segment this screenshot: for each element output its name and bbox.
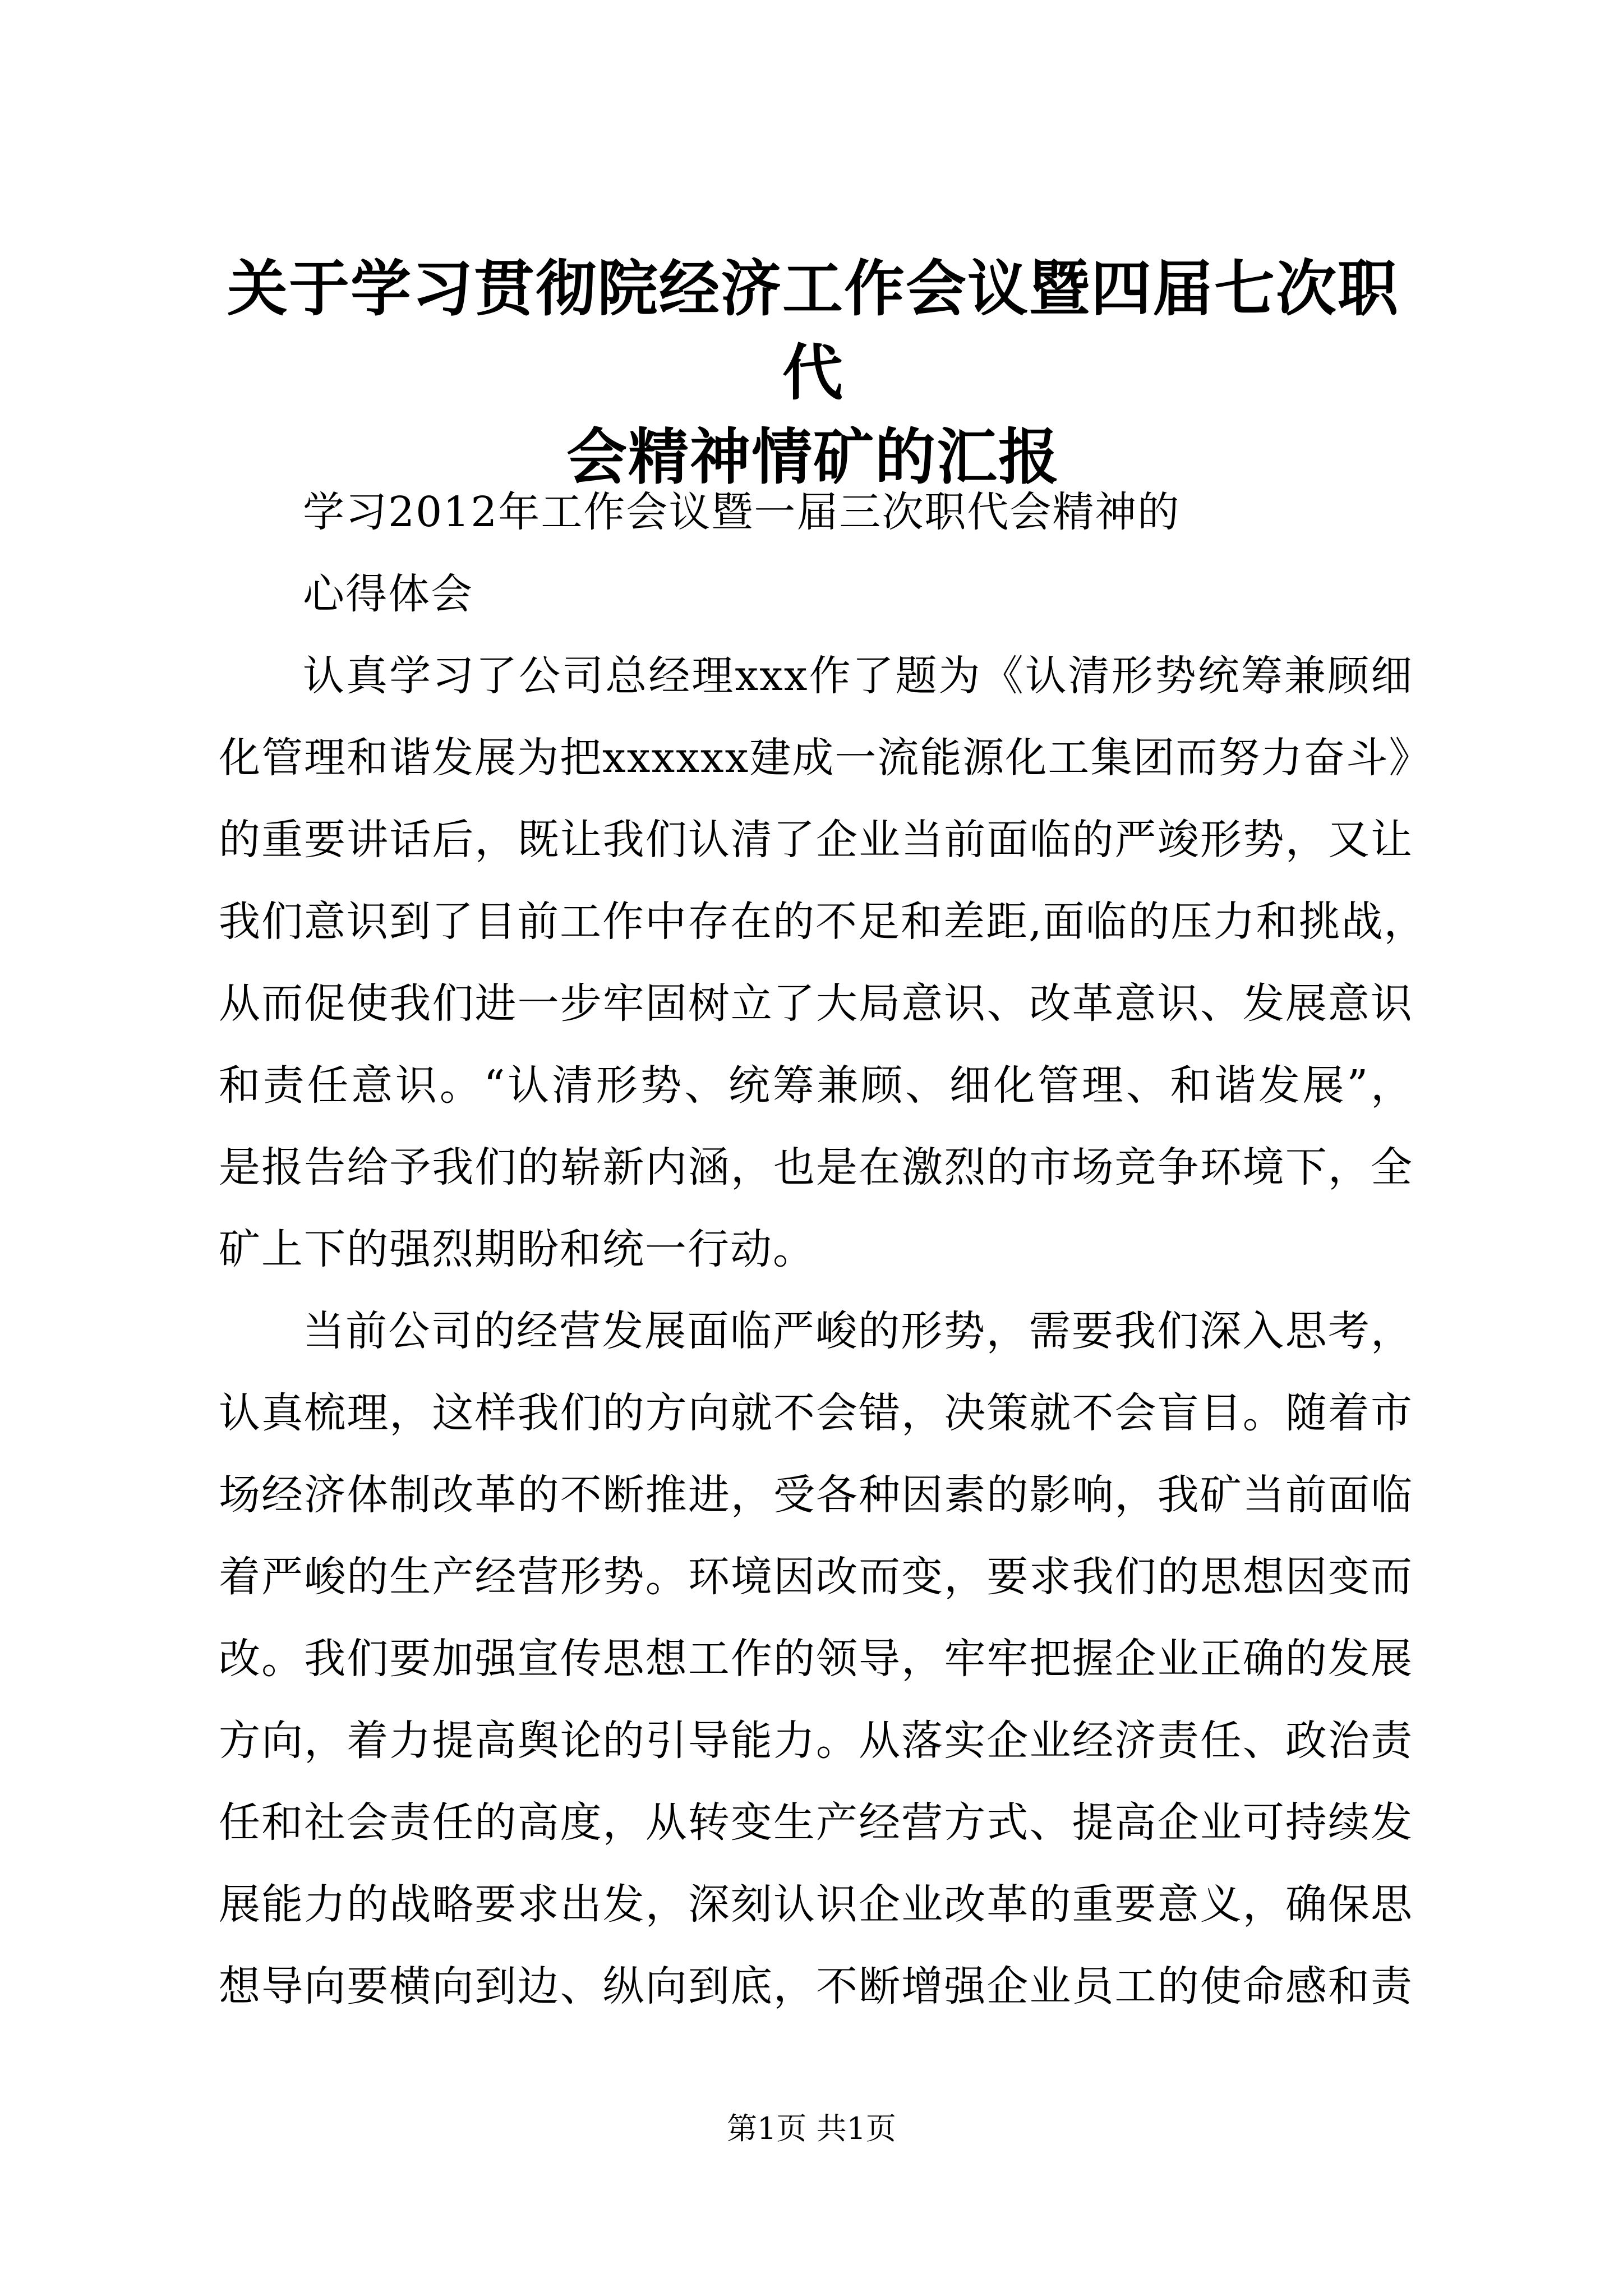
paragraph-1-line: 我们意识到了目前工作中存在的不足和差距,面临的压力和挑战， — [219, 898, 1427, 946]
subtitle-line-2: 心得体会 — [303, 570, 473, 618]
document-title — [213, 247, 1413, 499]
subtitle-line-1: 学习2012年工作会议暨一届三次职代会精神的 — [303, 488, 1181, 536]
paragraph-2-line: 着严峻的生产经营形势。环境因改而变，要求我们的思想因变而 — [219, 1553, 1413, 1601]
paragraph-1-line: 是报告给予我们的崭新内涵，也是在激烈的市场竞争环境下，全 — [219, 1143, 1413, 1191]
paragraph-1-line: 认真学习了公司总经理xxx作了题为《认清形势统筹兼顾细 — [303, 652, 1413, 700]
page-number: 第1页 共1页 — [727, 2111, 896, 2146]
paragraph-2-line: 场经济体制改革的不断推进，受各种因素的影响，我矿当前面临 — [219, 1471, 1413, 1519]
paragraph-1-line: 矿上下的强烈期盼和统一行动。 — [219, 1225, 815, 1273]
page-footer — [0, 2109, 1623, 2148]
document-body — [219, 471, 1432, 2027]
paragraph-2-line: 当前公司的经营发展面临严峻的形势，需要我们深入思考， — [303, 1307, 1413, 1355]
paragraph-1-line: 的重要讲话后，既让我们认清了企业当前面临的严竣形势，又让 — [219, 816, 1413, 864]
paragraph-2-line: 认真梳理，这样我们的方向就不会错，决策就不会盲目。随着市 — [219, 1389, 1413, 1437]
paragraph-1-line: 和责任意识。“认清形势、统筹兼顾、细化管理、和谐发展”， — [219, 1061, 1413, 1110]
paragraph-2-line: 改。我们要加强宣传思想工作的领导，牢牢把握企业正确的发展 — [219, 1635, 1413, 1683]
title-line-1: 关于学习贯彻院经济工作会议暨四届七次职代 — [227, 254, 1399, 408]
paragraph-2-line: 方向，着力提高舆论的引导能力。从落实企业经济责任、政治责 — [219, 1717, 1413, 1765]
paragraph-1-line: 从而促使我们进一步牢固树立了大局意识、改革意识、发展意识 — [219, 979, 1413, 1028]
paragraph-2-line: 任和社会责任的高度，从转变生产经营方式、提高企业可持续发 — [219, 1798, 1413, 1847]
paragraph-2-line: 想导向要横向到边、纵向到底，不断增强企业员工的使命感和责 — [219, 1962, 1413, 2010]
paragraph-1-line: 化管理和谐发展为把xxxxxx建成一流能源化工集团而努力奋斗》 — [219, 734, 1432, 782]
title-line-2: 会精神情矿的汇报 — [566, 422, 1060, 493]
paragraph-2-line: 展能力的战略要求出发，深刻认识企业改革的重要意义，确保思 — [219, 1880, 1413, 1929]
